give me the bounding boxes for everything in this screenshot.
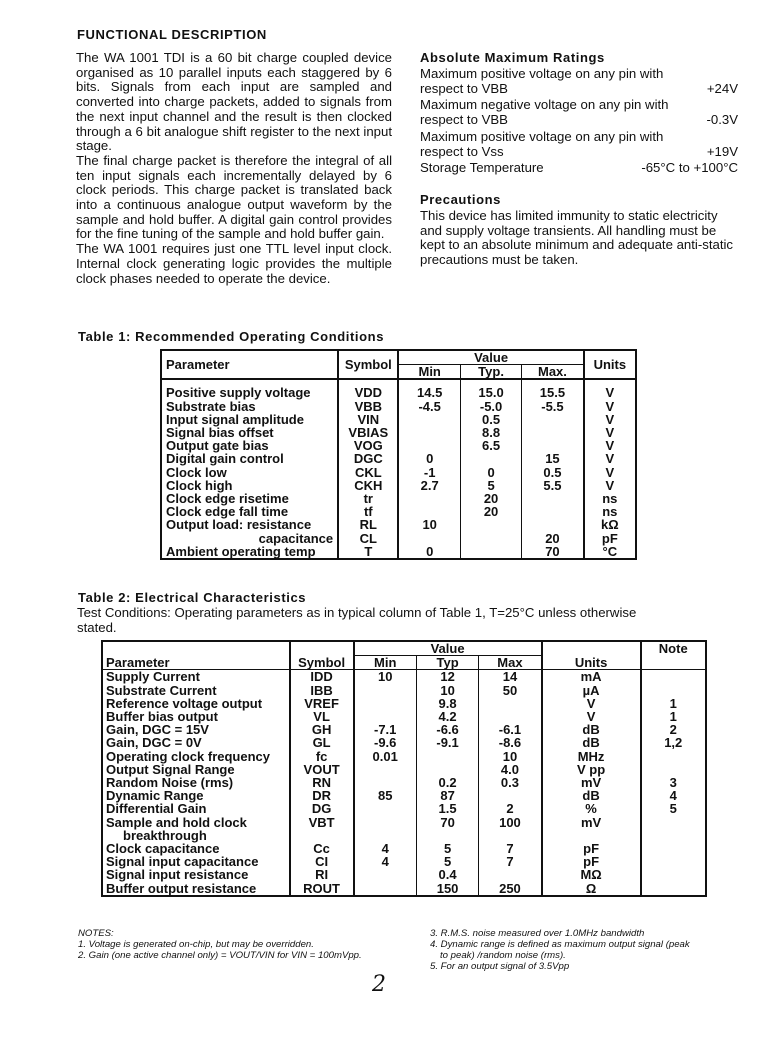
table2-cell-symbol: fc: [290, 750, 354, 763]
table-row: [102, 750, 706, 763]
table2-cell-note: [641, 829, 707, 842]
table2-cell-units: MHz: [542, 750, 641, 763]
table1-cell-symbol: VBIAS: [338, 426, 398, 439]
table1-cell-max: 5.5: [522, 479, 584, 492]
table1-cell-typ: 15.0: [460, 379, 521, 399]
table2-cell-max: 7: [479, 855, 542, 868]
table1-cell-units: V: [584, 400, 636, 413]
abs-max-title: Absolute Maximum Ratings: [420, 50, 605, 65]
table1-cell-typ: [460, 518, 521, 531]
table2-cell-typ: 0.4: [416, 868, 478, 881]
table2-conditions: Test Conditions: Operating parameters as in typical column of Table 1, T=25°C unless otherwise stated.: [77, 605, 637, 635]
notes-right: [430, 928, 760, 972]
table2-cell-units: V: [542, 697, 641, 710]
table1-cell-max: [522, 518, 584, 531]
table1-cell-parameter: Clock high: [161, 479, 338, 492]
table2-cell-min: [354, 802, 417, 815]
table2-cell-parameter: Sample and hold clock: [102, 816, 290, 829]
table-row: [161, 518, 636, 531]
table2-cell-symbol: RN: [290, 776, 354, 789]
table2-cell-max: [479, 868, 542, 881]
table2-cell-units: mV: [542, 776, 641, 789]
table2-cell-parameter: breakthrough: [102, 829, 290, 842]
table1-cell-max: -5.5: [522, 400, 584, 413]
table2-cell-note: 1: [641, 710, 707, 723]
table-row: [161, 532, 636, 545]
table2-cell-units: %: [542, 802, 641, 815]
table2-cell-symbol: Cc: [290, 842, 354, 855]
table2-cell-note: [641, 750, 707, 763]
note-item: to peak) /random noise (rms).: [440, 950, 566, 961]
table2-cell-typ: 1.5: [416, 802, 478, 815]
table2-cell-note: 4: [641, 789, 707, 802]
table2-cell-note: [641, 816, 707, 829]
table2-cell-parameter: Dynamic Range: [102, 789, 290, 802]
table1-cell-max: 15: [522, 452, 584, 465]
table2-cell-symbol: VL: [290, 710, 354, 723]
abs-max-item-value: -0.3V: [706, 112, 738, 128]
table1-cell-min: 0: [398, 452, 460, 465]
table1-cell-symbol: RL: [338, 518, 398, 531]
table2-cell-units: mV: [542, 816, 641, 829]
storage-temperature-value: -65°C to +100°C: [641, 160, 738, 176]
table1-cell-units: °C: [584, 545, 636, 559]
notes-title: NOTES:: [78, 928, 114, 939]
table-row: [102, 736, 706, 749]
table2-header-max: Max: [479, 656, 542, 670]
operating-conditions-table: [160, 349, 637, 560]
table2-cell-parameter: Gain, DGC = 15V: [102, 723, 290, 736]
table1-cell-typ: 5: [460, 479, 521, 492]
storage-temperature-label: Storage Temperature: [420, 160, 544, 176]
abs-max-item-value: +24V: [706, 80, 738, 96]
abs-max-item-ref: respect to VBB: [420, 80, 508, 96]
table-row: [102, 802, 706, 815]
table1-cell-typ: 20: [460, 505, 521, 518]
table1-cell-symbol: tr: [338, 492, 398, 505]
table1-cell-symbol: CKL: [338, 466, 398, 479]
table2-cell-parameter: Differential Gain: [102, 802, 290, 815]
table1-header-max: Max.: [522, 365, 584, 380]
abs-max-item-label: Maximum negative voltage on any pin with: [420, 97, 669, 113]
table1-cell-min: [398, 492, 460, 505]
table1-cell-symbol: VDD: [338, 379, 398, 399]
table2-cell-parameter: Output Signal Range: [102, 763, 290, 776]
table2-cell-symbol: DR: [290, 789, 354, 802]
table1-cell-units: V: [584, 479, 636, 492]
table1-cell-typ: -5.0: [460, 400, 521, 413]
abs-max-list: [420, 67, 738, 176]
table-row: [161, 452, 636, 465]
table2-cell-max: 4.0: [479, 763, 542, 776]
table2-cell-min: [354, 868, 417, 881]
table2-cell-typ: 150: [416, 882, 478, 896]
table2-cell-symbol: VBT: [290, 816, 354, 829]
table1-cell-max: [522, 505, 584, 518]
table1-cell-parameter: Digital gain control: [161, 452, 338, 465]
table1-cell-max: [522, 413, 584, 426]
description-paragraph: The WA 1001 requires just one TTL level input clock. Internal clock generating logic provides the multiple clock phases needed to operate the device.: [76, 241, 392, 286]
table1-cell-parameter: Output gate bias: [161, 439, 338, 452]
table2-cell-parameter: Buffer bias output: [102, 710, 290, 723]
table2-cell-typ: [416, 750, 478, 763]
table2-cell-symbol: RI: [290, 868, 354, 881]
section-title: FUNCTIONAL DESCRIPTION: [77, 27, 267, 42]
table-row: [161, 400, 636, 413]
table2-header-typ: Typ: [416, 656, 478, 670]
table2-cell-symbol: CI: [290, 855, 354, 868]
abs-max-item-label: Maximum positive voltage on any pin with: [420, 128, 664, 144]
table1-cell-parameter: Output load: resistance: [161, 518, 338, 531]
abs-max-item-label: Maximum positive voltage on any pin with: [420, 66, 664, 81]
table2-cell-parameter: Supply Current: [102, 670, 290, 684]
table1-cell-units: kΩ: [584, 518, 636, 531]
table1-cell-typ: 8.8: [460, 426, 521, 439]
table2-cell-parameter: Substrate Current: [102, 684, 290, 697]
table2-cell-min: 4: [354, 842, 417, 855]
table2-cell-max: [479, 697, 542, 710]
table2-cell-note: [641, 842, 707, 855]
table2-cell-note: [641, 868, 707, 881]
table2-cell-min: 0.01: [354, 750, 417, 763]
abs-max-item: [420, 130, 738, 159]
table2-cell-units: dB: [542, 736, 641, 749]
table2-cell-note: 2: [641, 723, 707, 736]
table1-cell-max: 0.5: [522, 466, 584, 479]
table2-header-min: Min: [354, 656, 417, 670]
table2-cell-units: dB: [542, 723, 641, 736]
table1-header-parameter: Parameter: [161, 350, 338, 379]
description-paragraph: The final charge packet is therefore the integral of all ten input signals each incrementally delayed by 6 clock periods. This charge packet is translated back into a continuous analogue output waveform by the sample and hold buffer. A digital gain control provides for the fine tuning of the sample and hold buffer gain.: [76, 152, 392, 242]
table2-cell-parameter: Random Noise (rms): [102, 776, 290, 789]
table1-cell-max: 70: [522, 545, 584, 559]
table1-cell-typ: 0.5: [460, 413, 521, 426]
table1-cell-symbol: VBB: [338, 400, 398, 413]
abs-max-item-value: +19V: [706, 143, 738, 159]
table-row: [161, 466, 636, 479]
table2-cell-parameter: Clock capacitance: [102, 842, 290, 855]
table1-cell-min: [398, 413, 460, 426]
table2-cell-max: 100: [479, 816, 542, 829]
table1-cell-typ: [460, 545, 521, 559]
table-row: [102, 882, 706, 896]
table2-cell-min: [354, 763, 417, 776]
table2-cell-units: mA: [542, 670, 641, 684]
page-number: 2: [372, 972, 386, 997]
table2-cell-max: 2: [479, 802, 542, 815]
table2-cell-parameter: Buffer output resistance: [102, 882, 290, 896]
table1-cell-min: 14.5: [398, 379, 460, 399]
table2-cell-typ: 87: [416, 789, 478, 802]
table2-cell-units: MΩ: [542, 868, 641, 881]
table2-cell-units: V: [542, 710, 641, 723]
table1-cell-units: ns: [584, 505, 636, 518]
note-item: 2. Gain (one active channel only) = VOUT/VIN for VIN = 100mVpp.: [78, 950, 362, 961]
table2-cell-note: 3: [641, 776, 707, 789]
note-item: 5. For an output signal of 3.5Vpp: [430, 961, 570, 972]
table2-cell-min: [354, 882, 417, 896]
table2-cell-typ: 0.2: [416, 776, 478, 789]
functional-description: [76, 51, 392, 286]
note-item: 4. Dynamic range is defined as maximum output signal (peak: [430, 939, 690, 950]
table2-cell-max: 250: [479, 882, 542, 896]
table1-header-units: Units: [584, 350, 636, 379]
table1-header-typ: Typ.: [460, 365, 521, 380]
table1-cell-units: V: [584, 379, 636, 399]
abs-max-item-ref: respect to VBB: [420, 112, 508, 128]
note-item: 3. R.M.S. noise measured over 1.0MHz bandwidth: [430, 928, 645, 939]
table1-cell-symbol: CL: [338, 532, 398, 545]
table1-cell-min: [398, 426, 460, 439]
table2-cell-symbol: DG: [290, 802, 354, 815]
table1-cell-units: ns: [584, 492, 636, 505]
precautions-title: Precautions: [420, 191, 502, 207]
table1-cell-typ: 0: [460, 466, 521, 479]
table1-cell-typ: 6.5: [460, 439, 521, 452]
table1-cell-parameter: Positive supply voltage: [161, 379, 338, 399]
table2-cell-symbol: IBB: [290, 684, 354, 697]
table2-cell-parameter: Signal input capacitance: [102, 855, 290, 868]
table2-cell-parameter: Reference voltage output: [102, 697, 290, 710]
table-row: [102, 670, 706, 684]
table2-cell-units: pF: [542, 842, 641, 855]
table1-cell-parameter: Substrate bias: [161, 400, 338, 413]
description-paragraph: The WA 1001 TDI is a 60 bit charge coupled device organised as 10 parallel inputs each staggered by 6 bits. Signals from each input are sampled and converted into charge packets, added to signals from the next input channel and the result is then clocked through a 6 bit analogue shift register to the next input stage.: [76, 50, 392, 154]
table2-cell-max: 10: [479, 750, 542, 763]
table2-cell-units: dB: [542, 789, 641, 802]
table2-caption: Table 2: Electrical Characteristics: [78, 590, 307, 605]
table1-cell-max: [522, 492, 584, 505]
table2-cell-min: 10: [354, 670, 417, 684]
table1-cell-symbol: VIN: [338, 413, 398, 426]
table1-cell-symbol: CKH: [338, 479, 398, 492]
table1-header-value: Value: [398, 350, 583, 365]
table1-cell-symbol: tf: [338, 505, 398, 518]
table2-cell-symbol: GL: [290, 736, 354, 749]
table2-cell-typ: 9.8: [416, 697, 478, 710]
table2-cell-units: pF: [542, 855, 641, 868]
abs-max-item-ref: respect to Vss: [420, 143, 504, 159]
table2-cell-note: 1: [641, 697, 707, 710]
table1-cell-symbol: DGC: [338, 452, 398, 465]
table1-cell-parameter: Input signal amplitude: [161, 413, 338, 426]
storage-temperature-row: [420, 161, 738, 176]
precautions-text: This device has limited immunity to static electricity and supply voltage transients. All handling must be kept to an absolute minimum and adequate anti-static precautions must be taken.: [420, 207, 734, 268]
table2-cell-max: -8.6: [479, 736, 542, 749]
table2-cell-max: 50: [479, 684, 542, 697]
table1-cell-parameter: Clock edge fall time: [161, 505, 338, 518]
table2-cell-typ: 70: [416, 816, 478, 829]
table2-cell-symbol: IDD: [290, 670, 354, 684]
absolute-maximum-ratings: [420, 50, 738, 268]
table2-cell-units: Ω: [542, 882, 641, 896]
table2-cell-note: [641, 855, 707, 868]
table2-cell-min: 85: [354, 789, 417, 802]
table2-cell-note: 1,2: [641, 736, 707, 749]
table2-cell-symbol: VREF: [290, 697, 354, 710]
table2-cell-units: µA: [542, 684, 641, 697]
table-row: [161, 379, 636, 399]
table2-cell-typ: 4.2: [416, 710, 478, 723]
abs-max-item: [420, 67, 738, 96]
table1-cell-symbol: VOG: [338, 439, 398, 452]
table-row: [161, 545, 636, 559]
notes-left: [78, 928, 408, 961]
table2-cell-min: 4: [354, 855, 417, 868]
table1-cell-parameter: capacitance: [161, 532, 338, 545]
table2-cell-parameter: Gain, DGC = 0V: [102, 736, 290, 749]
table2-cell-symbol: ROUT: [290, 882, 354, 896]
table2-cell-min: [354, 697, 417, 710]
table-row: [102, 868, 706, 881]
table1-cell-typ: [460, 532, 521, 545]
table1-cell-symbol: T: [338, 545, 398, 559]
table2-cell-typ: 10: [416, 684, 478, 697]
table1-cell-min: -1: [398, 466, 460, 479]
table2-cell-note: [641, 882, 707, 896]
table2-header-symbol: Symbol: [290, 641, 354, 670]
table2-cell-symbol: VOUT: [290, 763, 354, 776]
table2-cell-parameter: Operating clock frequency: [102, 750, 290, 763]
table1-cell-parameter: Ambient operating temp: [161, 545, 338, 559]
table2-header-units: Units: [542, 641, 641, 670]
table2-cell-max: -6.1: [479, 723, 542, 736]
table1-cell-max: [522, 426, 584, 439]
table2-cell-max: 14: [479, 670, 542, 684]
table1-cell-units: V: [584, 426, 636, 439]
table-row: [102, 816, 706, 829]
table1-cell-units: V: [584, 452, 636, 465]
table1-cell-max: 15.5: [522, 379, 584, 399]
abs-max-item: [420, 98, 738, 127]
table1-caption: Table 1: Recommended Operating Conditions: [78, 329, 385, 344]
table1-cell-min: 2.7: [398, 479, 460, 492]
table2-cell-max: 0.3: [479, 776, 542, 789]
table2-cell-units: V pp: [542, 763, 641, 776]
table2-cell-note: 5: [641, 802, 707, 815]
table1-cell-min: 0: [398, 545, 460, 559]
table1-cell-min: -4.5: [398, 400, 460, 413]
table1-cell-parameter: Signal bias offset: [161, 426, 338, 439]
electrical-characteristics-table: [101, 640, 707, 897]
table-row: [102, 684, 706, 697]
table2-header-note: Note: [641, 641, 707, 670]
table1-cell-min: [398, 532, 460, 545]
table2-cell-min: [354, 816, 417, 829]
table2-cell-symbol: GH: [290, 723, 354, 736]
table2-cell-typ: 12: [416, 670, 478, 684]
note-item: 1. Voltage is generated on-chip, but may be overridden.: [78, 939, 314, 950]
table1-cell-typ: 20: [460, 492, 521, 505]
table2-cell-max: 7: [479, 842, 542, 855]
table2-header-parameter: Parameter: [102, 641, 290, 670]
table1-header-symbol: Symbol: [338, 350, 398, 379]
table1-cell-min: 10: [398, 518, 460, 531]
table1-cell-typ: [460, 452, 521, 465]
table2-cell-note: [641, 684, 707, 697]
table2-cell-min: -9.6: [354, 736, 417, 749]
table1-cell-max: 20: [522, 532, 584, 545]
table2-cell-typ: 5: [416, 855, 478, 868]
table1-cell-parameter: Clock low: [161, 466, 338, 479]
table1-cell-parameter: Clock edge risetime: [161, 492, 338, 505]
table1-cell-units: V: [584, 413, 636, 426]
table2-cell-note: [641, 670, 707, 684]
table2-cell-typ: -6.6: [416, 723, 478, 736]
table1-header-min: Min: [398, 365, 460, 380]
table2-header-value: Value: [354, 641, 542, 656]
table1-cell-units: V: [584, 466, 636, 479]
table2-cell-typ: 5: [416, 842, 478, 855]
table2-cell-min: -7.1: [354, 723, 417, 736]
table2-cell-min: [354, 684, 417, 697]
table2-cell-parameter: Signal input resistance: [102, 868, 290, 881]
table1-cell-units: pF: [584, 532, 636, 545]
table1-cell-units: V: [584, 439, 636, 452]
table2-cell-typ: -9.1: [416, 736, 478, 749]
